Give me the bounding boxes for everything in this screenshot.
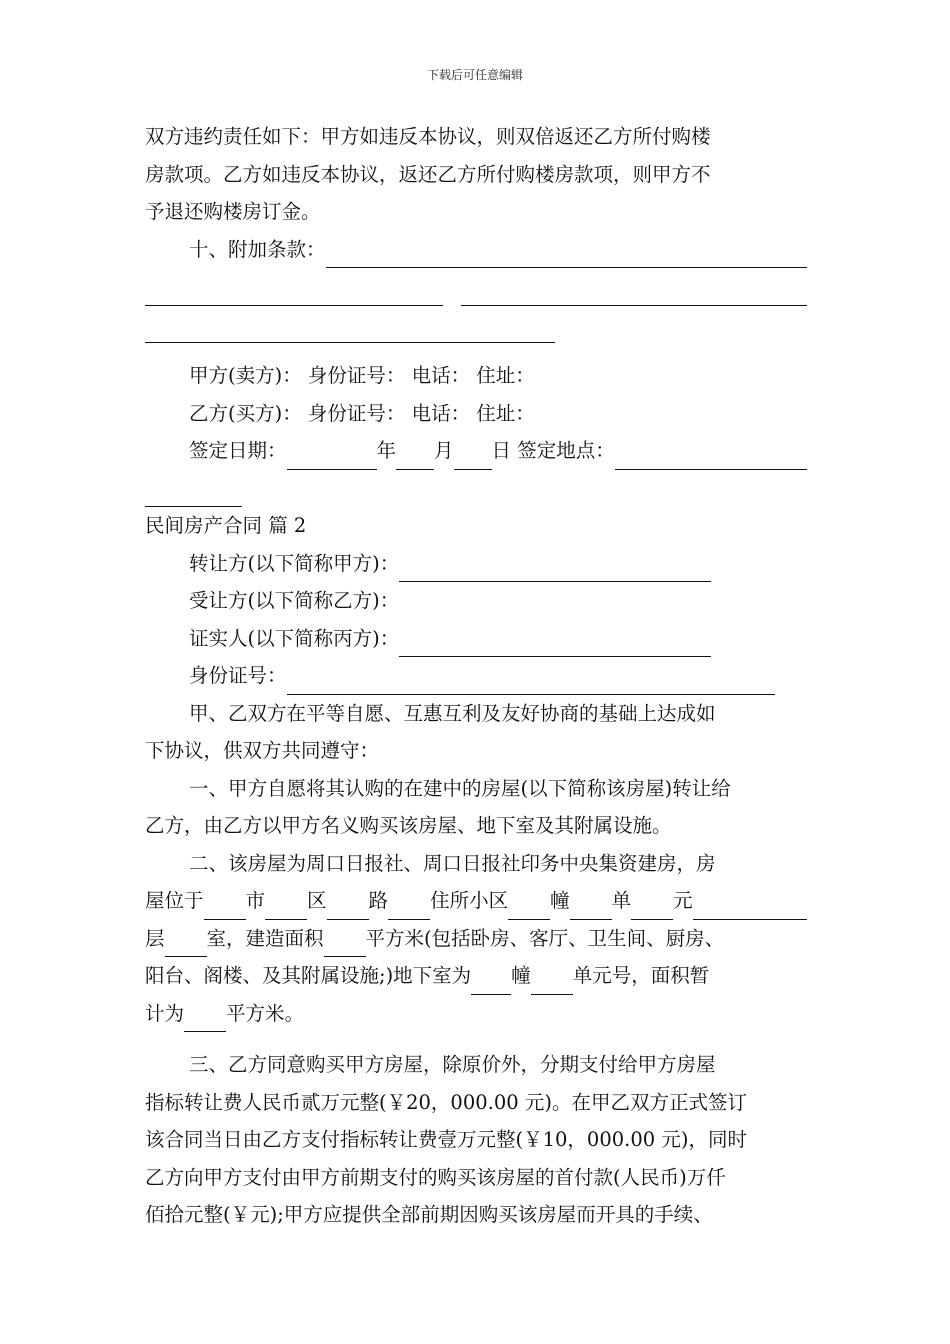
building-blank: [508, 893, 550, 920]
road-label: 路: [368, 889, 389, 912]
month-label: 月: [434, 439, 454, 462]
unit-label-1: 单: [611, 889, 632, 912]
location-label: 屋位于: [145, 889, 204, 912]
witness-label: 证实人(以下简称丙方)：: [189, 626, 400, 650]
clause-10-label: 十、附加条款：: [189, 237, 326, 261]
clause-10-blank-1: [326, 241, 807, 268]
district-blank: [265, 893, 307, 920]
tentative-label: 计为: [145, 1001, 185, 1025]
intro-line-1: 甲、乙双方在平等自愿、互惠互利及友好协商的基础上达成如: [189, 701, 716, 725]
basement-unit-label: 单元号，面积暂: [572, 964, 710, 987]
area-blank: [324, 930, 366, 957]
liability-line-2: 房款项。乙方如违反本协议，返还乙方所付购楼房款项，则甲方不: [145, 162, 711, 186]
clause-2-line-5: [145, 995, 807, 1033]
clause-3-line-5: 佰拾元整(￥元);甲方应提供全部前期因购买该房屋而开具的手续、: [145, 1203, 713, 1226]
room-blank: [165, 930, 207, 957]
clause-1-line-2: 乙方，由乙方以甲方名义购买该房屋、地下室及其附属设施。: [145, 814, 672, 837]
clause-10-blank-4: [145, 316, 555, 343]
party-b-line: 乙方(买方)： 身份证号： 电话： 住址：: [189, 401, 535, 425]
area-unit-label: 平方米(包括卧房、客厅、卫生间、厨房、: [365, 926, 725, 950]
residence-blank: [388, 893, 430, 920]
clause-3-line-2: 指标转让费人民币贰万元整(￥20，000.00 元)。在甲乙双方正式签订: [145, 1090, 747, 1114]
residence-label: 住所小区: [430, 889, 509, 912]
tentative-area-blank: [184, 1005, 226, 1032]
place-blank-row: [145, 470, 807, 508]
intro-line-2: 下协议，供双方共同遵守：: [145, 739, 380, 762]
clause-2-line-3: [145, 920, 807, 958]
witness-row: [145, 620, 807, 658]
transferor-label: 转让方(以下简称甲方)：: [189, 551, 400, 575]
road-blank: [327, 893, 369, 920]
transferor-row: [145, 545, 807, 583]
transferee-label: 受让方(以下简称乙方)：: [189, 589, 400, 612]
witness-blank: [399, 630, 711, 657]
clause-10-row: [145, 231, 807, 269]
place-blank: [615, 443, 807, 470]
clause-3-line-3: 该合同当日由乙方支付指标转让费壹万元整(￥10，000.00 元)，同时: [145, 1128, 747, 1151]
floor-label: 层: [145, 926, 165, 950]
liability-line-3: 予退还购楼房订金。: [145, 200, 321, 223]
month-blank: [396, 443, 434, 470]
area-label: 室，建造面积: [206, 926, 324, 950]
transferor-blank: [399, 555, 711, 582]
id-row: [145, 657, 807, 695]
clause-1-line-1: 一、甲方自愿将其认购的在建中的房屋(以下简称该房屋)转让给: [189, 776, 731, 800]
clause-2-line-1: 二、该房屋为周口日报社、周口日报社印务中央集资建房，房: [189, 851, 716, 875]
basement-unit-blank: [531, 968, 573, 995]
day-place-label: 日 签定地点：: [491, 439, 615, 462]
city-blank: [204, 893, 246, 920]
section-2-title: 民间房产合同 篇 2: [145, 514, 307, 537]
clause-10-blank-2: [145, 279, 443, 306]
clause-10-row-2: [145, 268, 807, 306]
liability-line-1: 双方违约责任如下：甲方如违反本协议，则双倍返还乙方所付购楼: [145, 125, 711, 148]
basement-building-label: 幢: [511, 964, 531, 987]
year-blank: [287, 443, 377, 470]
clause-2-line-4: [145, 957, 807, 995]
district-label: 区: [307, 889, 327, 912]
unit-label-2: 元: [673, 889, 693, 912]
sign-date-row: [145, 432, 807, 470]
id-label: 身份证号：: [189, 664, 287, 687]
clause-10-row-3: [145, 306, 807, 344]
building-label: 幢: [550, 889, 570, 912]
page-header: 下载后可任意编辑: [426, 68, 523, 82]
day-blank: [454, 443, 492, 470]
clause-3-line-1: 三、乙方同意购买甲方房屋，除原价外，分期支付给甲方房屋: [189, 1053, 716, 1076]
sqm-label: 平方米。: [226, 1001, 305, 1025]
basement-building-blank: [471, 968, 511, 995]
unit-blank: [570, 893, 612, 920]
sign-date-label: 签定日期：: [189, 439, 287, 462]
clause-2-line-2: [145, 882, 807, 920]
place-blank-2: [145, 480, 242, 507]
year-label: 年: [376, 439, 397, 462]
party-a-line: 甲方(卖方)： 身份证号： 电话： 住址：: [189, 364, 535, 387]
city-label: 市: [245, 889, 266, 912]
unit-blank-2: [631, 893, 673, 920]
floor-blank: [693, 893, 807, 920]
clause-10-blank-3: [461, 279, 807, 306]
document-body: [145, 118, 807, 1234]
id-blank: [287, 668, 775, 695]
clause-3-line-4: 乙方向甲方支付由甲方前期支付的购买该房屋的首付款(人民币)万仟: [145, 1165, 726, 1189]
basement-label: 阳台、阁楼、及其附属设施;)地下室为: [145, 964, 472, 987]
